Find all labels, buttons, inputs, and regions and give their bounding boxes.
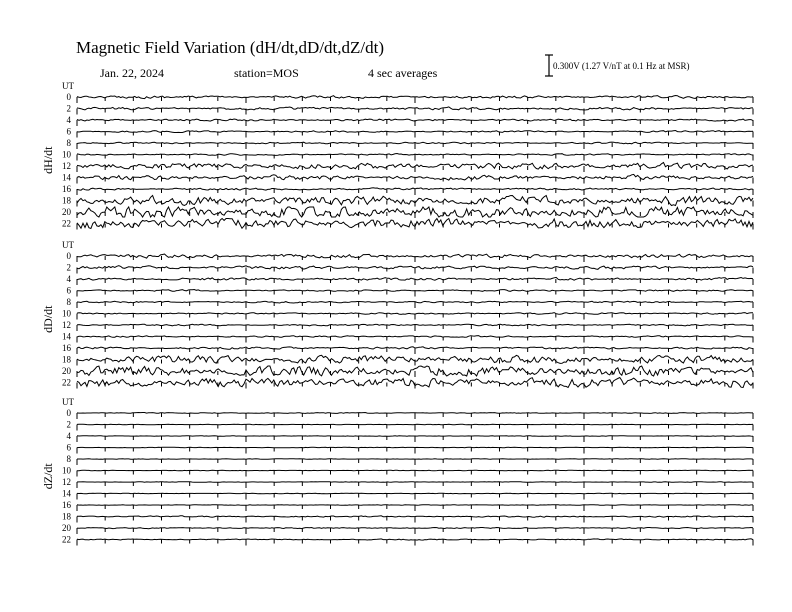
hour-label: 6 (66, 126, 71, 137)
hour-label: 20 (62, 523, 71, 533)
hour-label: 22 (62, 218, 71, 229)
hour-label: 14 (62, 172, 71, 183)
scale-label: 0.300V (1.27 V/nT at 0.1 Hz at MSR) (553, 61, 690, 71)
hour-label: 4 (66, 274, 71, 284)
hour-label: 18 (62, 511, 71, 522)
hour-label: 0 (66, 251, 71, 261)
panel-dzdt (41, 397, 753, 546)
hour-label: 18 (62, 354, 71, 365)
chart-title: Magnetic Field Variation (dH/dt,dD/dt,dZ/dt) (76, 38, 385, 57)
y-axis-label: dH/dt (41, 146, 55, 174)
scale-bar (545, 55, 553, 76)
hour-label: 12 (62, 161, 71, 171)
panel-dhdt (41, 81, 753, 230)
hour-label: 8 (66, 454, 71, 464)
y-axis-label: dD/dt (41, 305, 55, 333)
hour-label: 20 (62, 366, 71, 376)
hour-label: 8 (66, 138, 71, 148)
hour-label: 22 (62, 377, 71, 388)
hour-label: 16 (62, 500, 71, 510)
ut-label: UT (62, 81, 74, 91)
hour-label: 12 (62, 477, 71, 487)
hour-label: 14 (62, 488, 71, 499)
hour-label: 0 (66, 92, 71, 102)
y-axis-label: dZ/dt (41, 463, 55, 490)
hour-label: 4 (66, 431, 71, 441)
hour-label: 2 (66, 103, 71, 114)
hour-label: 0 (66, 408, 71, 418)
ut-label: UT (62, 240, 74, 250)
hour-label: 6 (66, 285, 71, 296)
ut-label: UT (62, 397, 74, 407)
hour-label: 6 (66, 442, 71, 453)
hour-label: 16 (62, 184, 71, 194)
panel-dddt (41, 240, 753, 389)
hour-label: 8 (66, 297, 71, 307)
hour-label: 10 (62, 465, 71, 476)
hour-label: 22 (62, 534, 71, 545)
hour-label: 16 (62, 343, 71, 353)
date-label: Jan. 22, 2024 (100, 66, 164, 80)
station-label: station=MOS (234, 66, 299, 80)
hour-label: 10 (62, 149, 71, 160)
hour-label: 18 (62, 195, 71, 206)
hour-label: 12 (62, 320, 71, 330)
averaging-label: 4 sec averages (368, 66, 438, 80)
hour-label: 2 (66, 262, 71, 273)
hour-label: 2 (66, 419, 71, 430)
hour-label: 20 (62, 207, 71, 217)
hour-label: 4 (66, 115, 71, 125)
hour-label: 14 (62, 331, 71, 342)
hour-label: 10 (62, 308, 71, 319)
